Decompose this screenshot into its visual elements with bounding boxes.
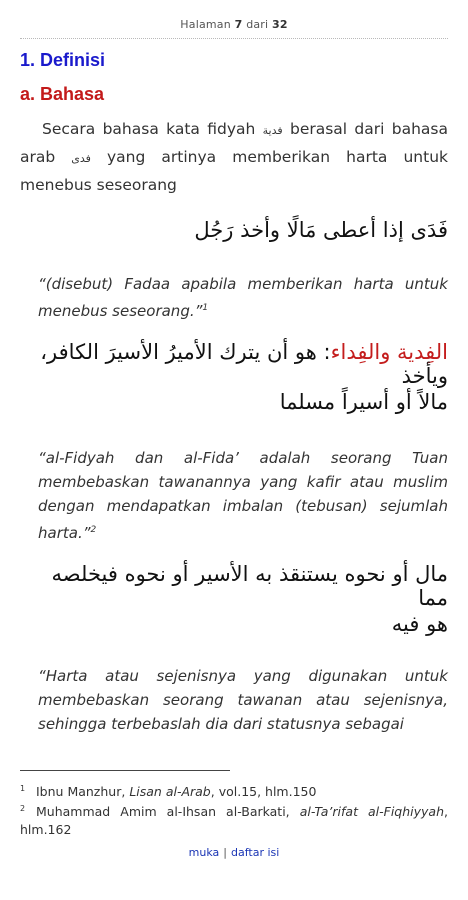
- link-muka[interactable]: muka: [188, 846, 220, 859]
- footnote-2-author: Muhammad Amim al-Ihsan al-Barkati,: [36, 804, 300, 820]
- paragraph-text-1: Secara bahasa kata fidyah: [42, 120, 263, 138]
- quote-1-text: “(disebut) Fadaa apabila memberikan harta untuk menebus seseorang.”: [38, 275, 448, 320]
- translation-quote-2: [38, 446, 448, 545]
- footnote-1-details: , vol.15, hlm.150: [210, 784, 317, 800]
- arabic-quote-2-line-2: مالاً أو أسيراً مسلما: [279, 390, 448, 414]
- page-header: [0, 18, 468, 31]
- footnote-2: [20, 800, 448, 839]
- subsection-title: a. Bahasa: [20, 84, 105, 104]
- footnote-ref-1: 1: [202, 303, 209, 313]
- arabic-quote-1: فَدَى إذا أعطى مَالًا وأخذ رَجُل: [194, 218, 448, 242]
- arabic-quote-2-line-1: [20, 340, 448, 388]
- footer-separator: |: [223, 846, 227, 859]
- arabic-word-fada: فدى: [71, 152, 91, 165]
- footnote-divider: [20, 770, 230, 771]
- translation-quote-3: “Harta atau sejenisnya yang digunakan untuk membebaskan seorang tawanan atau sejenisnya, sehingga terbebaslah dia dari statusnya sebagai: [38, 667, 448, 733]
- definition-paragraph: [20, 116, 448, 198]
- translation-quote-1: [38, 272, 448, 323]
- header-divider: [20, 38, 448, 39]
- total-pages-number: 32: [272, 18, 288, 31]
- arabic-quote-3-line-1: مال أو نحوه يستنقذ به الأسير أو نحوه فيخلصه مما: [51, 562, 448, 610]
- footnote-2-details: , hlm.162: [20, 804, 448, 838]
- current-page-number: 7: [234, 18, 243, 31]
- page-prefix: Halaman: [180, 18, 231, 31]
- footnote-2-number: 2: [20, 804, 26, 813]
- paragraph-text-3: yang artinya memberikan harta untuk menebus seseorang: [20, 148, 448, 194]
- arabic-quote-2-rest: : هو أن يترك الأميرُ الأسيرَ الكافر، ويأخذ: [40, 340, 448, 388]
- footnote-1: [20, 780, 448, 801]
- footnote-ref-2: 2: [90, 525, 97, 535]
- paragraph-text-2: berasal dari bahasa arab: [20, 120, 448, 166]
- page-footer-nav: [0, 846, 468, 859]
- footnote-1-number: 1: [20, 784, 26, 793]
- link-daftar-isi[interactable]: daftar isi: [231, 846, 280, 859]
- footnote-1-title: Lisan al-Arab: [129, 784, 211, 800]
- quote-2-text: “al-Fidyah dan al-Fida’ adalah seorang Tuan membebaskan tawanannya yang kafir atau muslim dengan mendapatkan imbalan (tebusan) sejumlah harta.”: [38, 449, 448, 542]
- page-middle: dari: [246, 18, 269, 31]
- section-title: 1. Definisi: [20, 50, 106, 70]
- arabic-term-highlight: الفِدية والفِداء: [330, 340, 448, 364]
- footnote-2-title: al-Ta’rifat al-Fiqhiyyah: [299, 804, 445, 820]
- arabic-quote-3-line-2: هو فيه: [391, 612, 448, 636]
- footnote-1-author: Ibnu Manzhur,: [36, 784, 130, 800]
- arabic-word-fidyah: فدية: [262, 124, 283, 137]
